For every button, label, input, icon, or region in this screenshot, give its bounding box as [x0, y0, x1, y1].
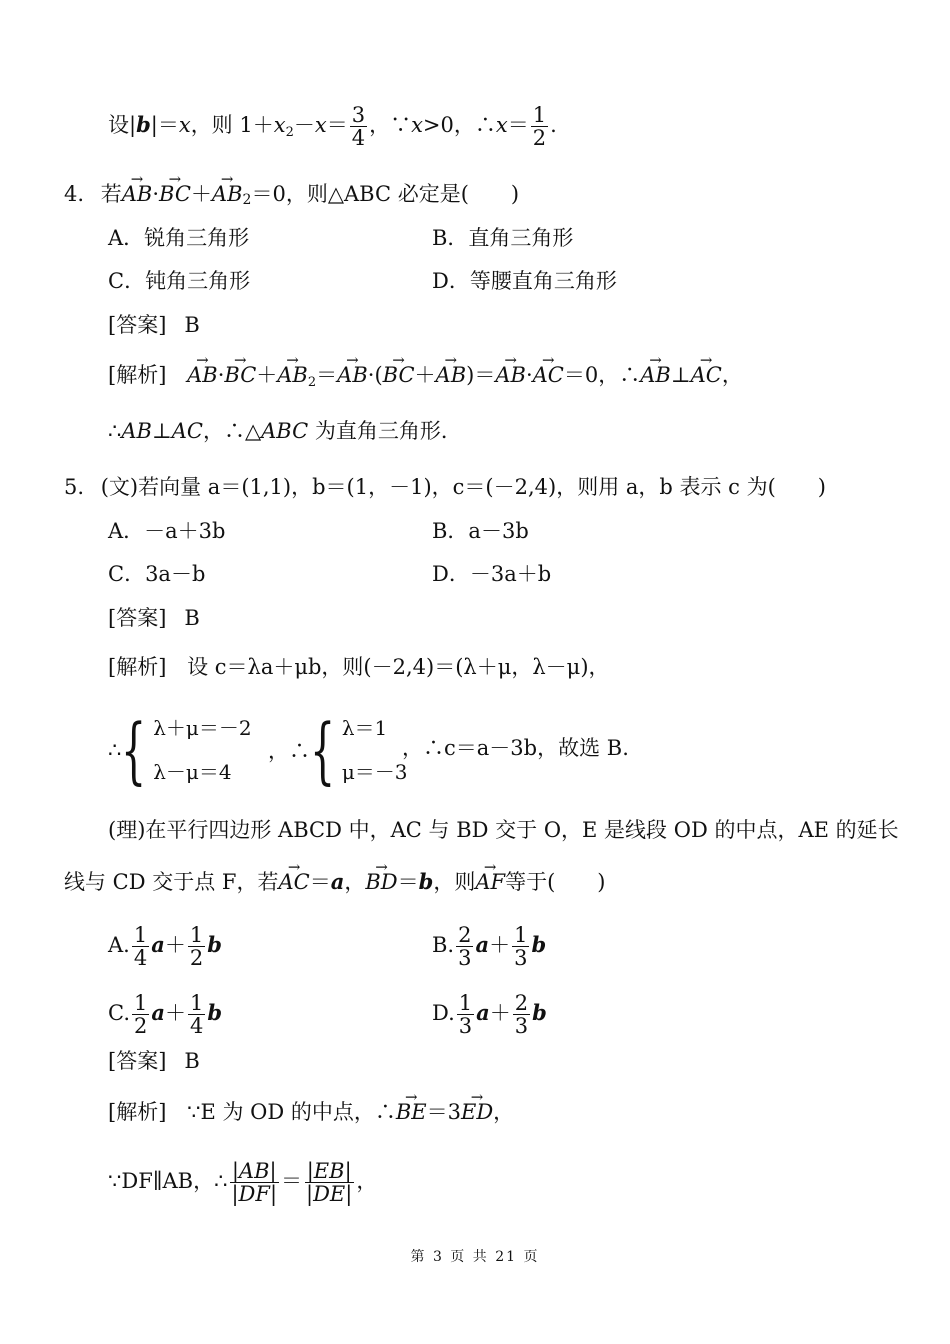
- q5-li-option-b: B. $\frac{2}{3}$ a＋ $\frac{1}{3}$ b: [432, 923, 547, 970]
- q4-option-c: C．钝角三角形: [108, 269, 251, 293]
- page-footer: 第 3 页 共 21 页: [410, 1249, 540, 1265]
- question-4-number: 4.: [64, 182, 85, 206]
- q4-option-a: A．锐角三角形: [108, 226, 250, 250]
- q5-answer: [答案] B: [108, 606, 200, 630]
- q5-li-analysis-2: ∵DF∥AB，∴ $\frac{|AB|}{|DF|}$ ＝ $\frac{|EB|}{|DE|}$ ，: [108, 1159, 378, 1206]
- question-5-number: 5.: [64, 475, 85, 499]
- q5-li-stem-line-2: 线与 CD 交于点 F，若→ AC＝a，→ BD＝b，则→ AF等于( ): [64, 868, 605, 896]
- q4-analysis: [解析] → $AB\cdot\to BC+\to AB_2=\to AB\cdot(\to BC+\to AB)=\to AB\cdot\to AC=0$，∴→ AB⊥→ AC，: [108, 361, 743, 397]
- question-4-stem: 4. 若→ AB·→ BC＋→ AB2＝0，则△ABC 必定是( ): [64, 180, 519, 214]
- prev-solution-tail: 设|b|＝x，则 $1+x_2-x=$ $\frac{3}{4}$ ，∵x>0，∴x＝ $\frac{1}{2}$ .: [108, 103, 557, 150]
- q4-option-b: B．直角三角形: [432, 226, 574, 250]
- question-5-stem: 5. (文)若向量 a＝(1,1)，b＝(1，－1)，c＝(－2,4)，则用 a，b 表示 c 为( ): [64, 475, 827, 499]
- q4-answer: [答案] B: [108, 313, 200, 337]
- q5-option-d: D．－3a＋b: [432, 562, 552, 586]
- q5-conclusion: ，∴c＝a－3b，故选 B.: [402, 736, 629, 760]
- q5-equation-system-2: ，∴ { λ＝1 μ＝－3: [268, 708, 408, 792]
- q5-analysis: [解析] 设 c＝λa＋μb，则(－2,4)＝(λ＋μ，λ－μ)，: [108, 655, 610, 679]
- q5-li-option-a: A. $\frac{1}{4}$ a＋ $\frac{1}{2}$ b: [108, 923, 222, 970]
- q5-li-option-c: C. $\frac{1}{2}$ a＋ $\frac{1}{4}$ b: [108, 991, 223, 1038]
- q5-option-a: A．－a＋3b: [108, 519, 226, 543]
- q5-li-stem-line-1: (理)在平行四边形 ABCD 中，AC 与 BD 交于 O，E 是线段 OD 的中点，AE 的延长: [108, 818, 899, 842]
- q5-option-c: C．3a－b: [108, 562, 206, 586]
- q5-li-option-d: D. $\frac{1}{3}$ a＋ $\frac{2}{3}$ b: [432, 991, 547, 1038]
- q4-option-d: D．等腰直角三角形: [432, 269, 617, 293]
- q5-equation-system-1: ∴ { λ＋μ＝－2 λ－μ＝4: [108, 708, 252, 792]
- q5-option-b: B．a－3b: [432, 519, 529, 543]
- q5-li-analysis-1: [解析] ∵E 为 OD 的中点，∴→ BE＝3→ ED，: [108, 1098, 514, 1126]
- q5-li-answer: [答案] B: [108, 1049, 200, 1073]
- q4-analysis-conclusion: ∴AB⊥AC，∴△ABC 为直角三角形．: [108, 419, 462, 443]
